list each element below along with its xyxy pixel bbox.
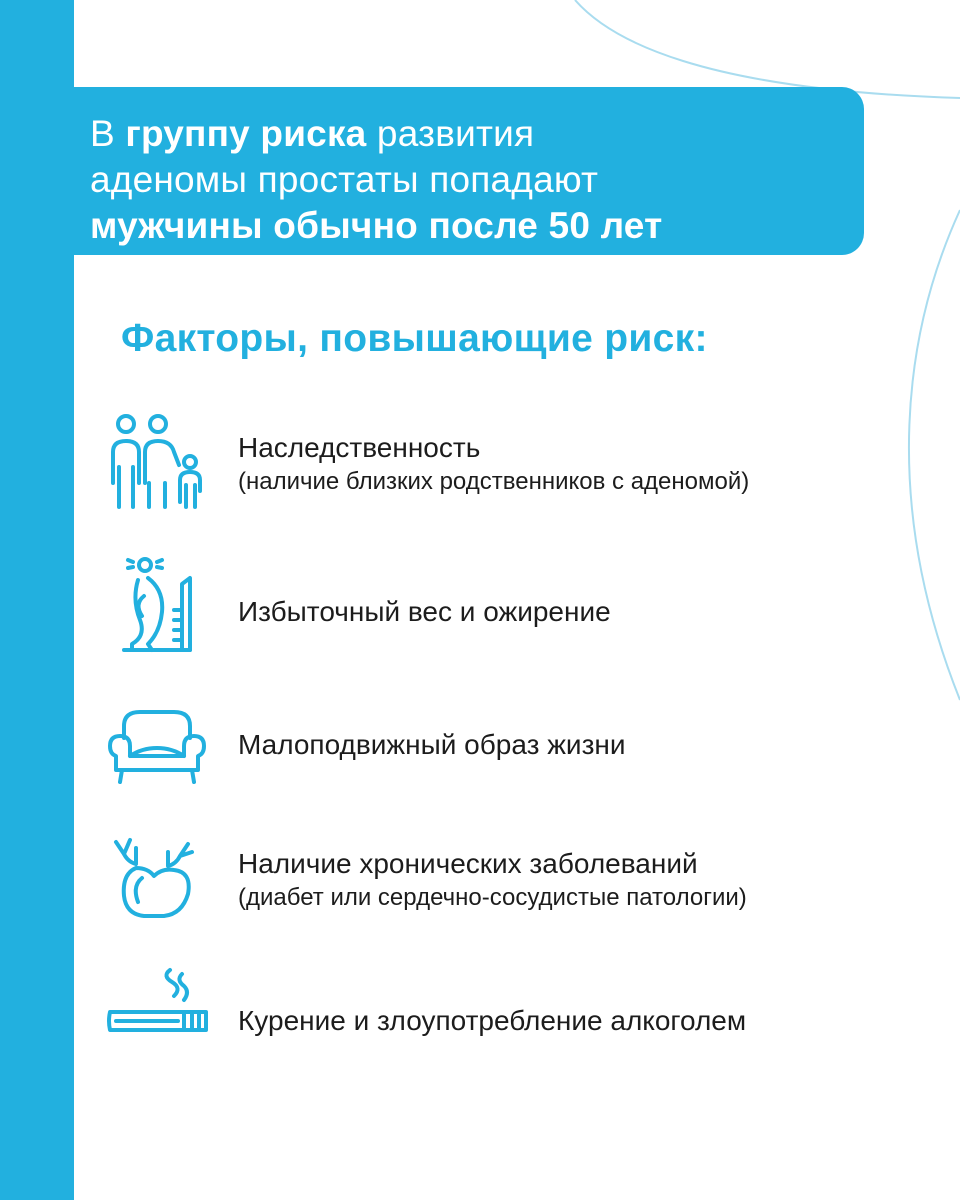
- left-accent-bar: [0, 0, 74, 1200]
- factor-heredity-subtitle: (наличие близких родственников с аденомой): [238, 468, 750, 495]
- factor-obesity-title: Избыточный вес и ожирение: [238, 596, 611, 627]
- sofa-icon: [102, 690, 212, 800]
- banner-line-1: В группу риска развития: [90, 113, 535, 154]
- factor-smoking-title: Курение и злоупотребление алкоголем: [238, 1005, 747, 1036]
- family-icon: [102, 407, 212, 517]
- factor-chronic-title: Наличие хронических заболеваний: [238, 848, 698, 879]
- banner-line-3: мужчины обычно после 50 лет: [90, 205, 663, 246]
- factors-title: Факторы, повышающие риск:: [121, 317, 708, 360]
- factor-chronic-subtitle: (диабет или сердечно-сосудистые патологии): [238, 884, 747, 911]
- factor-chronic: [238, 846, 747, 914]
- cigarette-icon: [102, 960, 212, 1070]
- heart-icon: [102, 830, 212, 940]
- factor-obesity: [238, 594, 611, 630]
- factor-sedentary: [238, 727, 626, 763]
- factor-sedentary-title: Малоподвижный образ жизни: [238, 729, 626, 760]
- factor-heredity-title: Наследственность: [238, 432, 481, 463]
- factor-smoking: [238, 1003, 746, 1039]
- risk-group-banner: [74, 87, 864, 255]
- obesity-icon: [102, 550, 212, 660]
- factor-heredity: [238, 430, 749, 498]
- banner-line-2: аденомы простаты попадают: [90, 159, 599, 200]
